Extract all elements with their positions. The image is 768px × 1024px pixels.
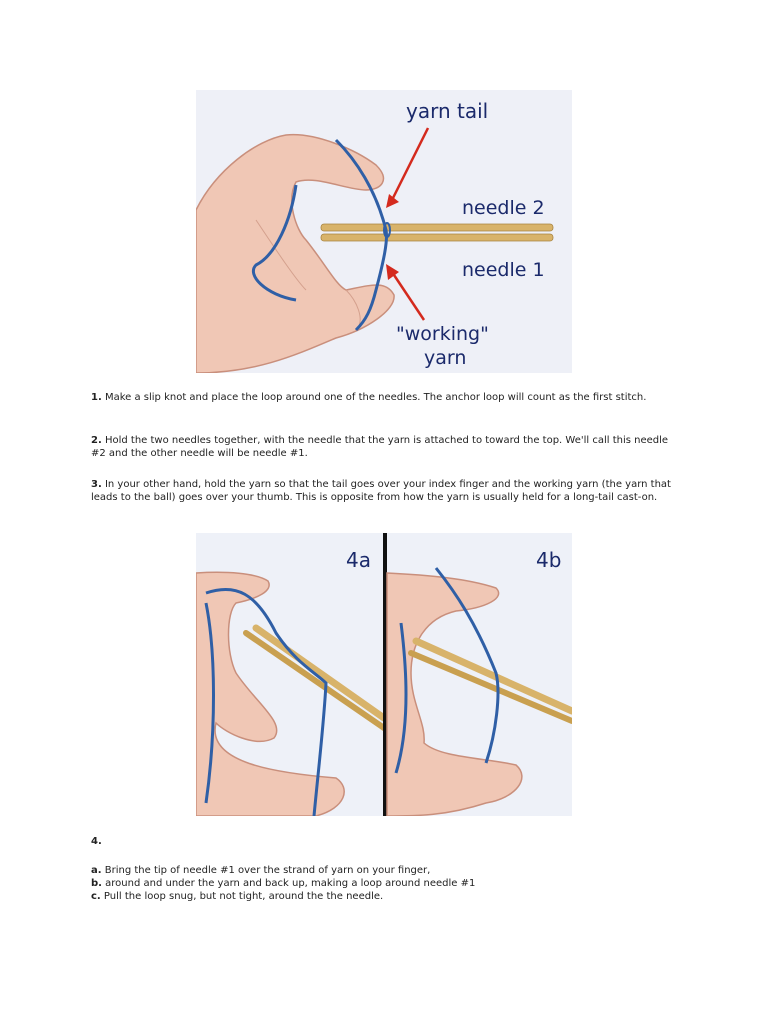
needle-2-label: needle 2 <box>462 197 545 219</box>
step-4-list <box>91 864 681 903</box>
hand-needles-illustration <box>196 90 572 373</box>
item-letter: a. <box>91 865 102 876</box>
label-4b: 4b <box>536 548 562 572</box>
step-3 <box>91 478 681 504</box>
step-text: Make a slip knot and place the loop around one of the needles. The anchor loop will count as the first stitch. <box>104 392 647 403</box>
item-text: around and under the yarn and back up, making a loop around needle #1 <box>105 878 476 889</box>
working-yarn-label-line1: "working" <box>396 323 489 345</box>
label-4a: 4a <box>346 548 371 572</box>
item-text: Pull the loop snug, but not tight, around the the needle. <box>103 891 384 902</box>
step-number: 1. <box>91 392 102 403</box>
cast-on-steps-photo <box>196 533 572 816</box>
needle-1-label: needle 1 <box>462 259 545 281</box>
step-number: 2. <box>91 435 102 446</box>
step-text: In your other hand, hold the yarn so that the tail goes over your index finger and the working yarn (the yarn that leads to the ball) goes over your thumb. This is opposite from how the yarn is usually held for a long-tail cast-on. <box>91 479 671 503</box>
yarn-tail-label: yarn tail <box>406 99 489 123</box>
cast-on-illustration <box>196 533 572 816</box>
step-2 <box>91 434 681 460</box>
step-4-heading <box>91 835 681 848</box>
step-number: 4. <box>91 836 102 847</box>
list-item <box>91 865 430 876</box>
item-letter: b. <box>91 878 102 889</box>
step-text: Hold the two needles together, with the needle that the yarn is attached to toward the top. We'll call this needle #2 and the other needle will be needle #1. <box>91 435 669 459</box>
list-item <box>91 891 383 902</box>
yarn-needle-photo <box>196 90 572 373</box>
item-text: Bring the tip of needle #1 over the strand of yarn on your finger, <box>104 865 431 876</box>
step-number: 3. <box>91 479 102 490</box>
working-yarn-label-line2: yarn <box>424 347 467 369</box>
step-1 <box>91 391 681 404</box>
list-item <box>91 878 475 889</box>
item-letter: c. <box>91 891 101 902</box>
